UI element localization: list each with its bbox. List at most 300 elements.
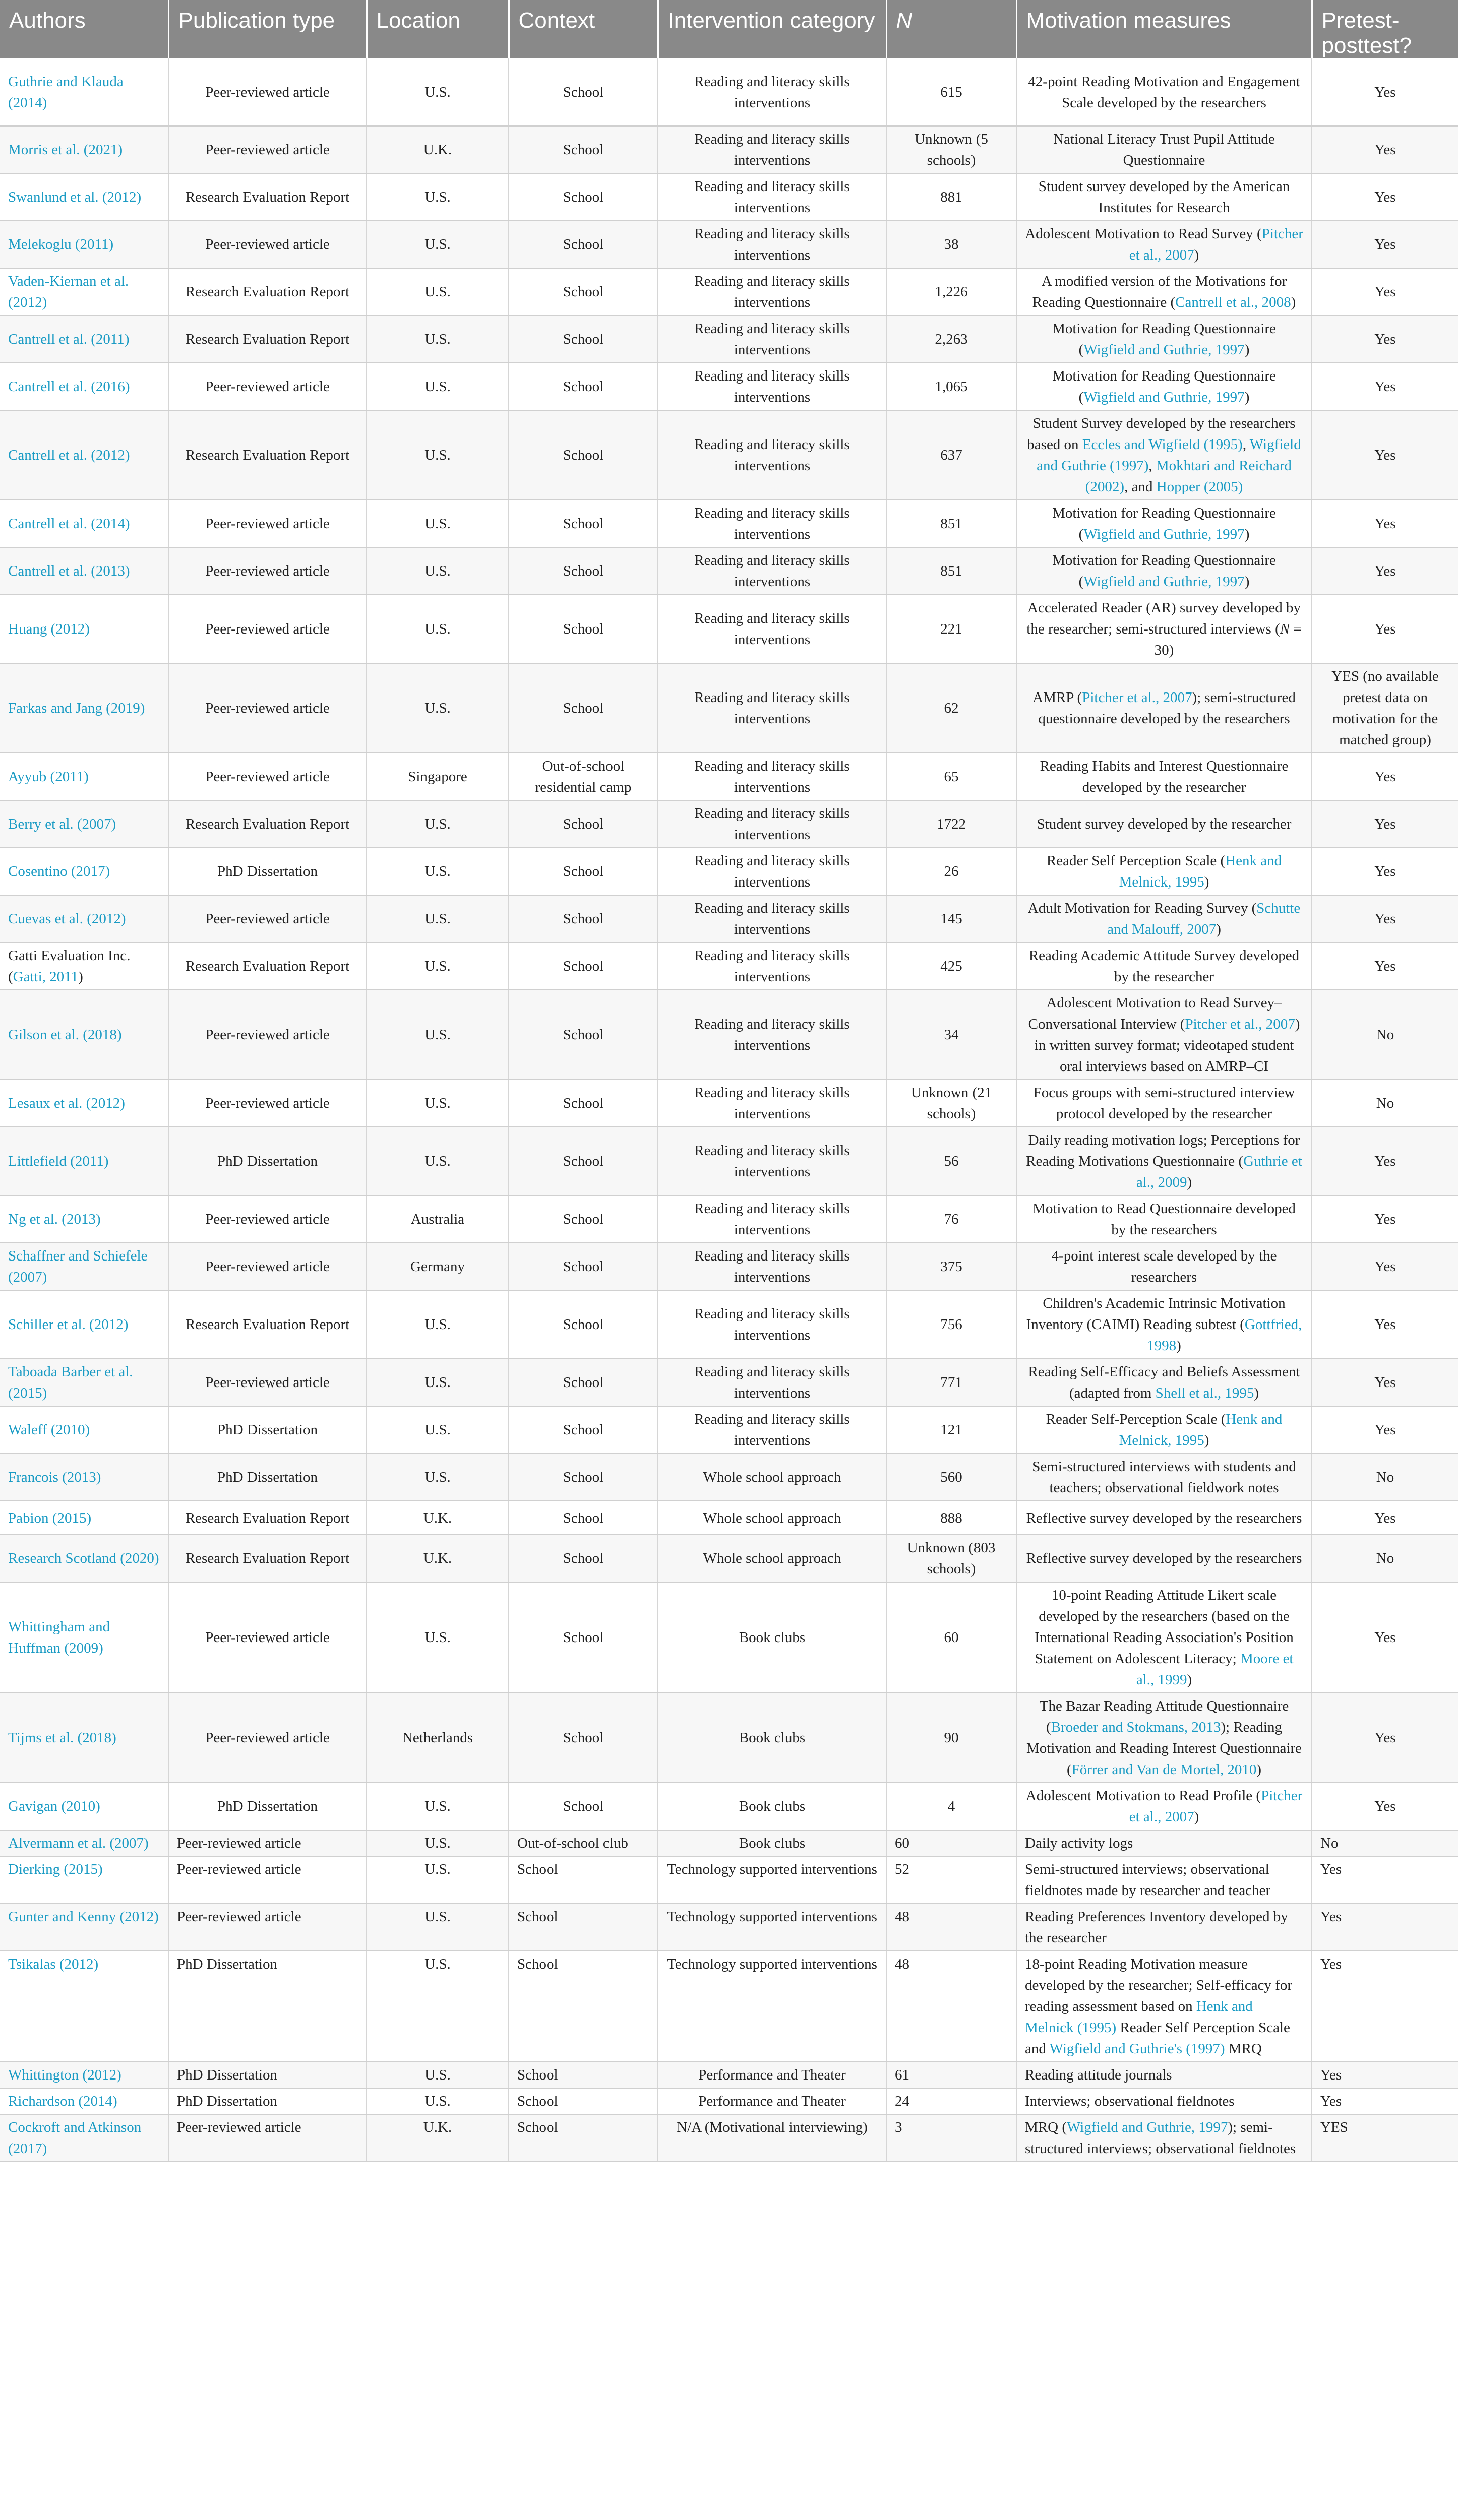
table-row <box>0 800 1458 848</box>
measure-text: Reading Self-Efficacy and Beliefs Assessment (adapted from <box>1028 1364 1300 1401</box>
cell-n: 48 <box>886 1951 1016 2062</box>
cell-authors <box>0 410 168 500</box>
cell-publication-type: PhD Dissertation <box>168 1783 367 1830</box>
cell-motivation-measures <box>1016 316 1312 363</box>
cell-context: School <box>509 1290 658 1359</box>
cell-motivation-measures <box>1016 221 1312 268</box>
cell-n: 1722 <box>886 800 1016 848</box>
citation-link[interactable]: Gatti, 2011 <box>13 969 79 985</box>
table-row <box>0 1406 1458 1454</box>
citation-link[interactable]: Hopper (2005) <box>1156 479 1243 495</box>
cell-n: 888 <box>886 1501 1016 1535</box>
table-row <box>0 268 1458 316</box>
cell-n: 38 <box>886 221 1016 268</box>
cell-pretest-posttest: Yes <box>1312 942 1458 990</box>
citation-link[interactable]: Mokhtari and Reichard (2002) <box>1085 458 1292 495</box>
cell-context: School <box>509 1582 658 1693</box>
cell-location: U.K. <box>367 1535 509 1582</box>
measure-text: ); semi-structured interviews; observational fieldnotes <box>1025 2119 1296 2157</box>
author-link[interactable]: Gunter and Kenny (2012) <box>8 1909 159 1925</box>
cell-intervention-category: Reading and literacy skills interventions <box>658 58 886 126</box>
cell-pretest-posttest: Yes <box>1312 1243 1458 1290</box>
cell-n: 4 <box>886 1783 1016 1830</box>
table-row <box>0 753 1458 800</box>
citation-link[interactable]: Wigfield and Guthrie's (1997) <box>1049 2041 1225 2057</box>
cell-intervention-category: Book clubs <box>658 1783 886 1830</box>
author-link[interactable]: Francois (2013) <box>8 1469 101 1485</box>
cell-intervention-category: Reading and literacy skills interventions <box>658 316 886 363</box>
cell-intervention-category: Whole school approach <box>658 1535 886 1582</box>
cell-n: 771 <box>886 1359 1016 1406</box>
citation-link[interactable]: Pitcher et al., 2007 <box>1185 1016 1295 1032</box>
measure-text: 18-point Reading Motivation measure developed by the researcher; Self-efficacy for reading assessment based on <box>1025 1956 1293 2014</box>
measure-text: Interviews; observational fieldnotes <box>1025 2093 1235 2109</box>
measure-text: MRQ <box>1225 2041 1262 2057</box>
cell-authors <box>0 942 168 990</box>
cell-pretest-posttest: Yes <box>1312 753 1458 800</box>
cell-publication-type: Research Evaluation Report <box>168 800 367 848</box>
table-row <box>0 895 1458 942</box>
author-link[interactable]: Swanlund et al. (2012) <box>8 189 142 205</box>
cell-authors <box>0 1535 168 1582</box>
cell-intervention-category: Technology supported interventions <box>658 1856 886 1904</box>
header-authors: Authors <box>0 0 168 58</box>
author-link[interactable]: Cuevas et al. (2012) <box>8 911 126 927</box>
citation-link[interactable]: Shell et al., 1995 <box>1155 1385 1254 1401</box>
cell-context: School <box>509 173 658 221</box>
cell-n: 76 <box>886 1195 1016 1243</box>
author-link[interactable]: Cosentino (2017) <box>8 863 110 879</box>
cell-n: 121 <box>886 1406 1016 1454</box>
cell-publication-type: Peer-reviewed article <box>168 663 367 753</box>
citation-link[interactable]: Wigfield and Guthrie, 1997 <box>1083 342 1245 358</box>
measure-text: ) <box>1216 921 1221 937</box>
cell-context: School <box>509 316 658 363</box>
measure-text: ) <box>1176 1338 1181 1354</box>
cell-n: 62 <box>886 663 1016 753</box>
citation-link[interactable]: Pitcher et al., 2007 <box>1129 1788 1303 1825</box>
cell-location: U.S. <box>367 268 509 316</box>
cell-intervention-category: Reading and literacy skills interventions <box>658 1406 886 1454</box>
author-link[interactable]: Taboada Barber et al. (2015) <box>8 1364 133 1401</box>
cell-location: U.S. <box>367 500 509 547</box>
cell-n: 3 <box>886 2114 1016 2162</box>
citation-link[interactable]: Cantrell et al., 2008 <box>1175 294 1291 310</box>
cell-publication-type: Research Evaluation Report <box>168 942 367 990</box>
table-row <box>0 1290 1458 1359</box>
cell-publication-type: Peer-reviewed article <box>168 1195 367 1243</box>
cell-authors <box>0 1830 168 1856</box>
author-link[interactable]: Berry et al. (2007) <box>8 816 116 832</box>
table-row <box>0 1856 1458 1904</box>
cell-publication-type: Peer-reviewed article <box>168 126 367 173</box>
cell-location: U.S. <box>367 942 509 990</box>
cell-authors <box>0 1783 168 1830</box>
cell-motivation-measures <box>1016 1127 1312 1195</box>
author-link[interactable]: Tsikalas (2012) <box>8 1956 99 1972</box>
citation-link[interactable]: Henk and Melnick, 1995 <box>1119 853 1282 890</box>
measure-text: Focus groups with semi-structured interview protocol developed by the researcher <box>1033 1085 1295 1122</box>
citation-link[interactable]: Förrer and Van de Mortel, 2010 <box>1071 1761 1257 1778</box>
cell-authors <box>0 1127 168 1195</box>
table-row <box>0 1243 1458 1290</box>
cell-publication-type: PhD Dissertation <box>168 2062 367 2088</box>
cell-n: 52 <box>886 1856 1016 1904</box>
measure-text: Semi-structured interviews; observational fieldnotes made by researcher and teacher <box>1025 1861 1271 1899</box>
cell-authors <box>0 2088 168 2114</box>
author-link[interactable]: Cantrell et al. (2013) <box>8 563 130 579</box>
measure-text: N <box>1280 621 1290 637</box>
cell-location: U.K. <box>367 2114 509 2162</box>
table-row <box>0 410 1458 500</box>
cell-n: 756 <box>886 1290 1016 1359</box>
cell-context: School <box>509 58 658 126</box>
author-link[interactable]: Research Scotland (2020) <box>8 1550 159 1566</box>
cell-context: School <box>509 1951 658 2062</box>
measure-text: ) <box>1244 526 1250 542</box>
cell-motivation-measures <box>1016 753 1312 800</box>
cell-publication-type: Research Evaluation Report <box>168 173 367 221</box>
header-location: Location <box>367 0 509 58</box>
measure-text: Adult Motivation for Reading Survey ( <box>1027 900 1257 916</box>
measure-text: AMRP ( <box>1032 689 1082 706</box>
cell-pretest-posttest: No <box>1312 1454 1458 1501</box>
cell-publication-type: PhD Dissertation <box>168 1127 367 1195</box>
cell-motivation-measures <box>1016 1856 1312 1904</box>
table-row <box>0 663 1458 753</box>
cell-intervention-category: Whole school approach <box>658 1454 886 1501</box>
cell-authors <box>0 990 168 1080</box>
table-row <box>0 1783 1458 1830</box>
cell-location: U.S. <box>367 990 509 1080</box>
author-link[interactable]: Lesaux et al. (2012) <box>8 1095 125 1111</box>
table-row <box>0 1080 1458 1127</box>
cell-authors <box>0 221 168 268</box>
cell-publication-type: Peer-reviewed article <box>168 895 367 942</box>
measure-text: Semi-structured interviews with students and teachers; observational fieldwork notes <box>1032 1459 1296 1496</box>
citation-link[interactable]: Pitcher et al., 2007 <box>1082 689 1192 706</box>
measure-text: Student Survey developed by the researchers based on <box>1027 415 1296 453</box>
cell-context: School <box>509 500 658 547</box>
author-link[interactable]: Ayyub (2011) <box>8 769 89 785</box>
header-intervention-category: Intervention category <box>658 0 886 58</box>
citation-link[interactable]: Wigfield and Guthrie, 1997 <box>1066 2119 1228 2135</box>
cell-pretest-posttest: Yes <box>1312 1290 1458 1359</box>
author-link[interactable]: Waleff (2010) <box>8 1422 90 1438</box>
cell-motivation-measures <box>1016 547 1312 595</box>
cell-publication-type: Peer-reviewed article <box>168 1080 367 1127</box>
cell-n: 61 <box>886 2062 1016 2088</box>
cell-motivation-measures <box>1016 663 1312 753</box>
cell-context: School <box>509 1080 658 1127</box>
cell-n: 24 <box>886 2088 1016 2114</box>
author-link[interactable]: Cantrell et al. (2014) <box>8 516 130 532</box>
author-link[interactable]: Morris et al. (2021) <box>8 142 123 158</box>
citation-link[interactable]: Eccles and Wigfield (1995) <box>1082 436 1243 453</box>
cell-location: U.S. <box>367 1406 509 1454</box>
measure-text: ) in written survey format; videotaped student oral interviews based on AMRP–CI <box>1034 1016 1300 1075</box>
cell-pretest-posttest: Yes <box>1312 547 1458 595</box>
measure-text: Daily activity logs <box>1025 1835 1133 1851</box>
cell-authors <box>0 173 168 221</box>
citation-link[interactable]: Gottfried, 1998 <box>1147 1316 1302 1354</box>
cell-publication-type: Peer-reviewed article <box>168 753 367 800</box>
cell-motivation-measures <box>1016 800 1312 848</box>
measure-text: ) <box>1244 574 1250 590</box>
cell-authors <box>0 547 168 595</box>
cell-pretest-posttest: Yes <box>1312 800 1458 848</box>
cell-motivation-measures <box>1016 1693 1312 1783</box>
cell-pretest-posttest: Yes <box>1312 1359 1458 1406</box>
cell-location: U.S. <box>367 800 509 848</box>
table-row <box>0 126 1458 173</box>
cell-pretest-posttest: Yes <box>1312 221 1458 268</box>
author-link[interactable]: Schaffner and Schiefele (2007) <box>8 1248 148 1285</box>
table-row <box>0 1454 1458 1501</box>
cell-publication-type: Peer-reviewed article <box>168 1856 367 1904</box>
cell-motivation-measures <box>1016 268 1312 316</box>
cell-intervention-category: Reading and literacy skills interventions <box>658 1290 886 1359</box>
citation-link[interactable]: Wigfield and Guthrie (1997) <box>1037 436 1301 474</box>
author-link[interactable]: Melekoglu (2011) <box>8 236 114 253</box>
cell-pretest-posttest: Yes <box>1312 58 1458 126</box>
table-row <box>0 173 1458 221</box>
cell-location: U.S. <box>367 663 509 753</box>
cell-n: Unknown (5 schools) <box>886 126 1016 173</box>
cell-authors <box>0 663 168 753</box>
cell-authors <box>0 1951 168 2062</box>
citation-link[interactable]: Broeder and Stokmans, 2013 <box>1051 1719 1221 1735</box>
cell-intervention-category: Reading and literacy skills interventions <box>658 173 886 221</box>
table-row <box>0 848 1458 895</box>
cell-location: U.S. <box>367 410 509 500</box>
cell-intervention-category: Whole school approach <box>658 1501 886 1535</box>
cell-context: School <box>509 2114 658 2162</box>
cell-publication-type: Peer-reviewed article <box>168 363 367 410</box>
table-row <box>0 2062 1458 2088</box>
measure-text: 10-point Reading Attitude Likert scale developed by the researchers (based on the International Reading Association's Position Statement on Adolescent Literacy; <box>1035 1587 1294 1667</box>
citation-link[interactable]: Schutte and Malouff, 2007 <box>1107 900 1301 937</box>
cell-publication-type: Peer-reviewed article <box>168 1693 367 1783</box>
citation-link[interactable]: Pitcher et al., 2007 <box>1129 226 1303 263</box>
cell-location: Germany <box>367 1243 509 1290</box>
measure-text: Reader Self-Perception Scale ( <box>1046 1411 1226 1427</box>
cell-intervention-category: N/A (Motivational interviewing) <box>658 2114 886 2162</box>
cell-publication-type: Research Evaluation Report <box>168 268 367 316</box>
cell-publication-type: Peer-reviewed article <box>168 221 367 268</box>
author-link[interactable]: Schiller et al. (2012) <box>8 1316 129 1333</box>
cell-location: U.K. <box>367 1501 509 1535</box>
measure-text: ) <box>1187 1672 1192 1688</box>
table-header-row <box>0 0 1458 58</box>
cell-authors <box>0 1501 168 1535</box>
cell-intervention-category: Reading and literacy skills interventions <box>658 547 886 595</box>
cell-n: 1,226 <box>886 268 1016 316</box>
cell-context: School <box>509 1856 658 1904</box>
cell-motivation-measures <box>1016 1243 1312 1290</box>
measure-text: = 30) <box>1154 621 1302 658</box>
cell-n: 221 <box>886 595 1016 663</box>
measure-text: Motivation for Reading Questionnaire ( <box>1052 552 1276 590</box>
cell-publication-type: PhD Dissertation <box>168 2088 367 2114</box>
header-publication-type: Publication type <box>168 0 367 58</box>
measure-text: ) <box>1187 1174 1192 1190</box>
measure-text: Reflective survey developed by the researchers <box>1026 1550 1302 1566</box>
cell-motivation-measures <box>1016 1904 1312 1951</box>
author-link[interactable]: Gavigan (2010) <box>8 1798 100 1814</box>
citation-link[interactable]: Henk and Melnick (1995) <box>1025 1998 1253 2036</box>
cell-n: 56 <box>886 1127 1016 1195</box>
cell-location: U.K. <box>367 126 509 173</box>
cell-pretest-posttest: Yes <box>1312 126 1458 173</box>
author-link[interactable]: Dierking (2015) <box>8 1861 103 1877</box>
cell-location: U.S. <box>367 1951 509 2062</box>
cell-motivation-measures <box>1016 1501 1312 1535</box>
citation-link[interactable]: Henk and Melnick, 1995 <box>1119 1411 1283 1448</box>
cell-n: 560 <box>886 1454 1016 1501</box>
measure-text: Reader Self Perception Scale ( <box>1046 853 1226 869</box>
cell-authors <box>0 1406 168 1454</box>
cell-context: School <box>509 1243 658 1290</box>
author-link[interactable]: Littlefield (2011) <box>8 1153 109 1169</box>
measure-text: ); Reading Motivation and Reading Interest Questionnaire ( <box>1026 1719 1302 1778</box>
author-link[interactable]: Richardson (2014) <box>8 2093 117 2109</box>
author-link[interactable]: Pabion (2015) <box>8 1509 92 1526</box>
measure-text: Reading Academic Attitude Survey developed by the researcher <box>1028 948 1300 985</box>
cell-n: 375 <box>886 1243 1016 1290</box>
cell-authors <box>0 500 168 547</box>
cell-pretest-posttest: Yes <box>1312 410 1458 500</box>
cell-n: Unknown (803 schools) <box>886 1535 1016 1582</box>
cell-context: School <box>509 663 658 753</box>
measure-text: ) <box>1256 1761 1262 1778</box>
cell-publication-type: Peer-reviewed article <box>168 2114 367 2162</box>
citation-link[interactable]: Guthrie et al., 2009 <box>1136 1153 1302 1190</box>
cell-authors <box>0 126 168 173</box>
cell-intervention-category: Reading and literacy skills interventions <box>658 753 886 800</box>
table-row <box>0 500 1458 547</box>
cell-n: 90 <box>886 1693 1016 1783</box>
cell-context: School <box>509 1454 658 1501</box>
author-link[interactable]: Whittingham and Huffman (2009) <box>8 1619 110 1656</box>
cell-motivation-measures <box>1016 2088 1312 2114</box>
cell-pretest-posttest: Yes <box>1312 1406 1458 1454</box>
author-link[interactable]: Ng et al. (2013) <box>8 1211 101 1227</box>
cell-context: School <box>509 595 658 663</box>
citation-link[interactable]: Wigfield and Guthrie, 1997 <box>1083 389 1245 405</box>
cell-publication-type: Peer-reviewed article <box>168 1904 367 1951</box>
cell-publication-type: Peer-reviewed article <box>168 500 367 547</box>
measure-text: Daily reading motivation logs; Perceptions for Reading Motivations Questionnaire ( <box>1026 1132 1300 1169</box>
table-row <box>0 1359 1458 1406</box>
cell-authors <box>0 595 168 663</box>
cell-intervention-category: Book clubs <box>658 1693 886 1783</box>
cell-authors <box>0 363 168 410</box>
cell-authors <box>0 2114 168 2162</box>
measure-text: Motivation for Reading Questionnaire ( <box>1052 505 1276 542</box>
cell-authors <box>0 2062 168 2088</box>
cell-authors <box>0 1904 168 1951</box>
author-text: ) <box>78 969 83 985</box>
measure-text: MRQ ( <box>1025 2119 1067 2135</box>
header-pretest-posttest: Pretest-posttest? <box>1312 0 1458 58</box>
header-motivation-measures: Motivation measures <box>1016 0 1312 58</box>
cell-motivation-measures <box>1016 1406 1312 1454</box>
measure-text: , and <box>1124 479 1157 495</box>
cell-location: U.S. <box>367 595 509 663</box>
cell-n: 26 <box>886 848 1016 895</box>
cell-intervention-category: Reading and literacy skills interventions <box>658 1359 886 1406</box>
cell-context: Out-of-school club <box>509 1830 658 1856</box>
cell-pretest-posttest: Yes <box>1312 1693 1458 1783</box>
cell-publication-type: Research Evaluation Report <box>168 1535 367 1582</box>
author-link[interactable]: Cockroft and Atkinson (2017) <box>8 2119 142 2157</box>
author-link[interactable]: Farkas and Jang (2019) <box>8 700 145 716</box>
author-link[interactable]: Gilson et al. (2018) <box>8 1027 122 1043</box>
cell-pretest-posttest: Yes <box>1312 316 1458 363</box>
table-row <box>0 990 1458 1080</box>
cell-authors <box>0 1195 168 1243</box>
author-link[interactable]: Alvermann et al. (2007) <box>8 1835 149 1851</box>
cell-location: Netherlands <box>367 1693 509 1783</box>
header-n: N <box>886 0 1016 58</box>
author-link[interactable]: Huang (2012) <box>8 621 90 637</box>
author-link[interactable]: Tijms et al. (2018) <box>8 1730 116 1746</box>
cell-context: School <box>509 848 658 895</box>
measure-text: Children's Academic Intrinsic Motivation Inventory (CAIMI) Reading subtest ( <box>1026 1295 1286 1333</box>
measure-text: , <box>1148 458 1156 474</box>
cell-location: U.S. <box>367 1359 509 1406</box>
cell-authors <box>0 848 168 895</box>
cell-intervention-category: Reading and literacy skills interventions <box>658 221 886 268</box>
cell-n: 851 <box>886 547 1016 595</box>
table-row <box>0 1693 1458 1783</box>
cell-authors <box>0 1582 168 1693</box>
measure-text: ); semi-structured questionnaire developed by the researchers <box>1038 689 1296 727</box>
measure-text: ) <box>1291 294 1296 310</box>
table-row <box>0 2088 1458 2114</box>
citation-link[interactable]: Wigfield and Guthrie, 1997 <box>1083 526 1245 542</box>
table-row <box>0 1951 1458 2062</box>
cell-intervention-category: Reading and literacy skills interventions <box>658 410 886 500</box>
author-link[interactable]: Whittington (2012) <box>8 2067 122 2083</box>
cell-motivation-measures <box>1016 2114 1312 2162</box>
author-link[interactable]: Cantrell et al. (2011) <box>8 331 130 347</box>
author-link[interactable]: Cantrell et al. (2012) <box>8 447 130 463</box>
measure-text: Reader Self Perception Scale and <box>1025 2020 1290 2057</box>
cell-motivation-measures <box>1016 942 1312 990</box>
cell-location: U.S. <box>367 1904 509 1951</box>
citation-link[interactable]: Wigfield and Guthrie, 1997 <box>1083 574 1245 590</box>
cell-pretest-posttest: Yes <box>1312 1501 1458 1535</box>
cell-intervention-category: Reading and literacy skills interventions <box>658 595 886 663</box>
author-link[interactable]: Cantrell et al. (2016) <box>8 379 130 395</box>
citation-link[interactable]: Moore et al., 1999 <box>1136 1651 1294 1688</box>
cell-location: U.S. <box>367 1856 509 1904</box>
author-link[interactable]: Guthrie and Klauda (2014) <box>8 73 124 111</box>
author-link[interactable]: Vaden-Kiernan et al. (2012) <box>8 273 129 310</box>
cell-n: 2,263 <box>886 316 1016 363</box>
cell-pretest-posttest: Yes <box>1312 1783 1458 1830</box>
measure-text: Reflective survey developed by the researchers <box>1026 1509 1302 1526</box>
cell-motivation-measures <box>1016 1290 1312 1359</box>
cell-intervention-category: Book clubs <box>658 1582 886 1693</box>
cell-location: U.S. <box>367 1080 509 1127</box>
cell-location: U.S. <box>367 2062 509 2088</box>
cell-n: 1,065 <box>886 363 1016 410</box>
cell-context: School <box>509 547 658 595</box>
cell-n: 48 <box>886 1904 1016 1951</box>
